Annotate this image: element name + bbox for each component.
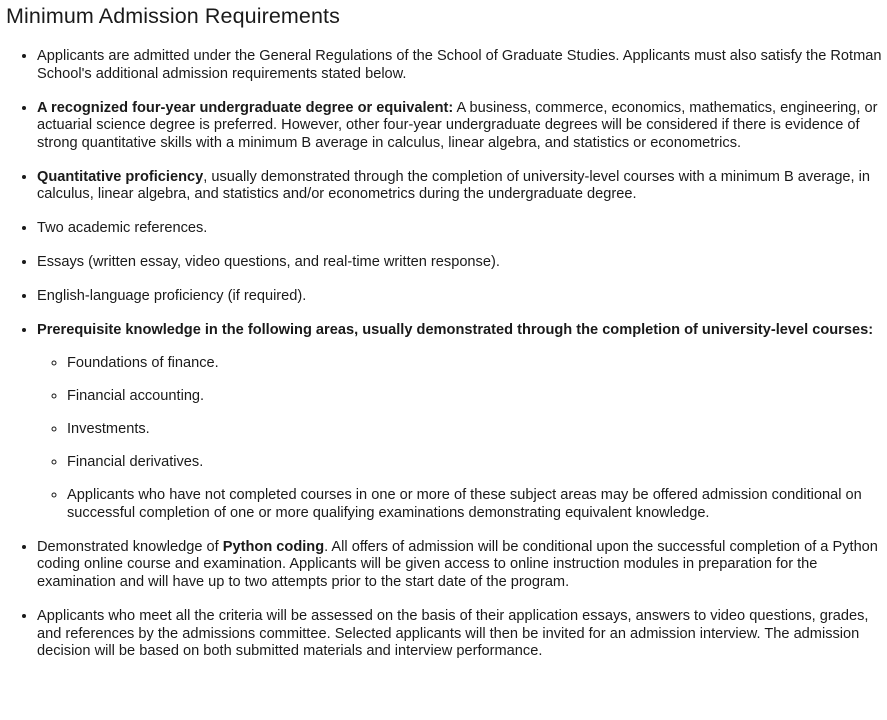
item-text: , usually demonstrated through the completion of university-level courses with a minimum B average, in calculus, linear algebra, and statistics and/or econometrics during the undergraduate degree. xyxy=(37,168,871,203)
list-item-essays xyxy=(37,253,887,272)
item-text: Two academic references. xyxy=(37,220,208,237)
list-item-python-coding xyxy=(37,538,887,592)
item-text: English-language proficiency (if required). xyxy=(37,288,307,305)
list-item-assessment xyxy=(37,607,887,661)
prerequisite-sublist xyxy=(37,355,887,522)
item-bold-label: A recognized four-year undergraduate degree or equivalent: xyxy=(37,99,454,116)
list-item-prerequisite-knowledge xyxy=(37,321,887,522)
item-text: Essays (written essay, video questions, and real-time written response). xyxy=(37,254,500,271)
sublist-item-financial-derivatives xyxy=(67,454,887,472)
list-item-references xyxy=(37,219,887,238)
list-item-quantitative-proficiency xyxy=(37,168,887,204)
subitem-text: Financial accounting. xyxy=(67,388,205,405)
item-text: Applicants are admitted under the General Regulations of the School of Graduate Studies. Applicants must also satisfy the Rotman School's additional admission requirements stated below. xyxy=(37,48,882,82)
requirements-list xyxy=(0,47,887,676)
subitem-text: Investments. xyxy=(67,421,150,438)
page-title: Minimum Admission Requirements xyxy=(6,4,340,28)
subitem-text: Foundations of finance. xyxy=(67,355,219,372)
subitem-text: Financial derivatives. xyxy=(67,454,204,471)
list-item-degree xyxy=(37,99,887,153)
item-text: A business, commerce, economics, mathematics, engineering, or actuarial science degree is preferred. However, other four-year undergraduate degrees will be considered if there is evidence of strong quantitative skills with a minimum B average in calculus, linear algebra, and statistics or econometrics. xyxy=(37,99,878,151)
item-bold-label: Prerequisite knowledge in the following areas, usually demonstrated through the completion of university-level courses: xyxy=(37,322,874,339)
sublist-item-foundations-of-finance xyxy=(67,355,887,373)
item-text-pre: Demonstrated knowledge of xyxy=(37,538,223,555)
sublist-item-investments xyxy=(67,421,887,439)
list-item-general-regulations xyxy=(37,47,887,83)
list-item-english-proficiency xyxy=(37,287,887,306)
sublist-item-qualifying-exams xyxy=(67,487,887,522)
item-text: . All offers of admission will be conditional upon the successful completion of a Python coding online course and examination. Applicants will be given access to online instruction modules in preparation for the examination and will have up to two attempts prior to the start date of the program. xyxy=(37,538,878,590)
item-text: Applicants who meet all the criteria will be assessed on the basis of their application essays, answers to video questions, grades, and references by the admissions committee. Selected applicants will then be invited for an admission interview. The admission decision will be based on both submitted materials and interview performance. xyxy=(37,607,869,660)
sublist-item-financial-accounting xyxy=(67,388,887,406)
item-bold-label: Quantitative proficiency xyxy=(37,168,204,185)
item-bold-label: Python coding xyxy=(222,538,325,555)
subitem-text: Applicants who have not completed courses in one or more of these subject areas may be offered admission conditional on successful completion of one or more qualifying examinations demonstrating equivalent knowledge. xyxy=(67,487,862,521)
